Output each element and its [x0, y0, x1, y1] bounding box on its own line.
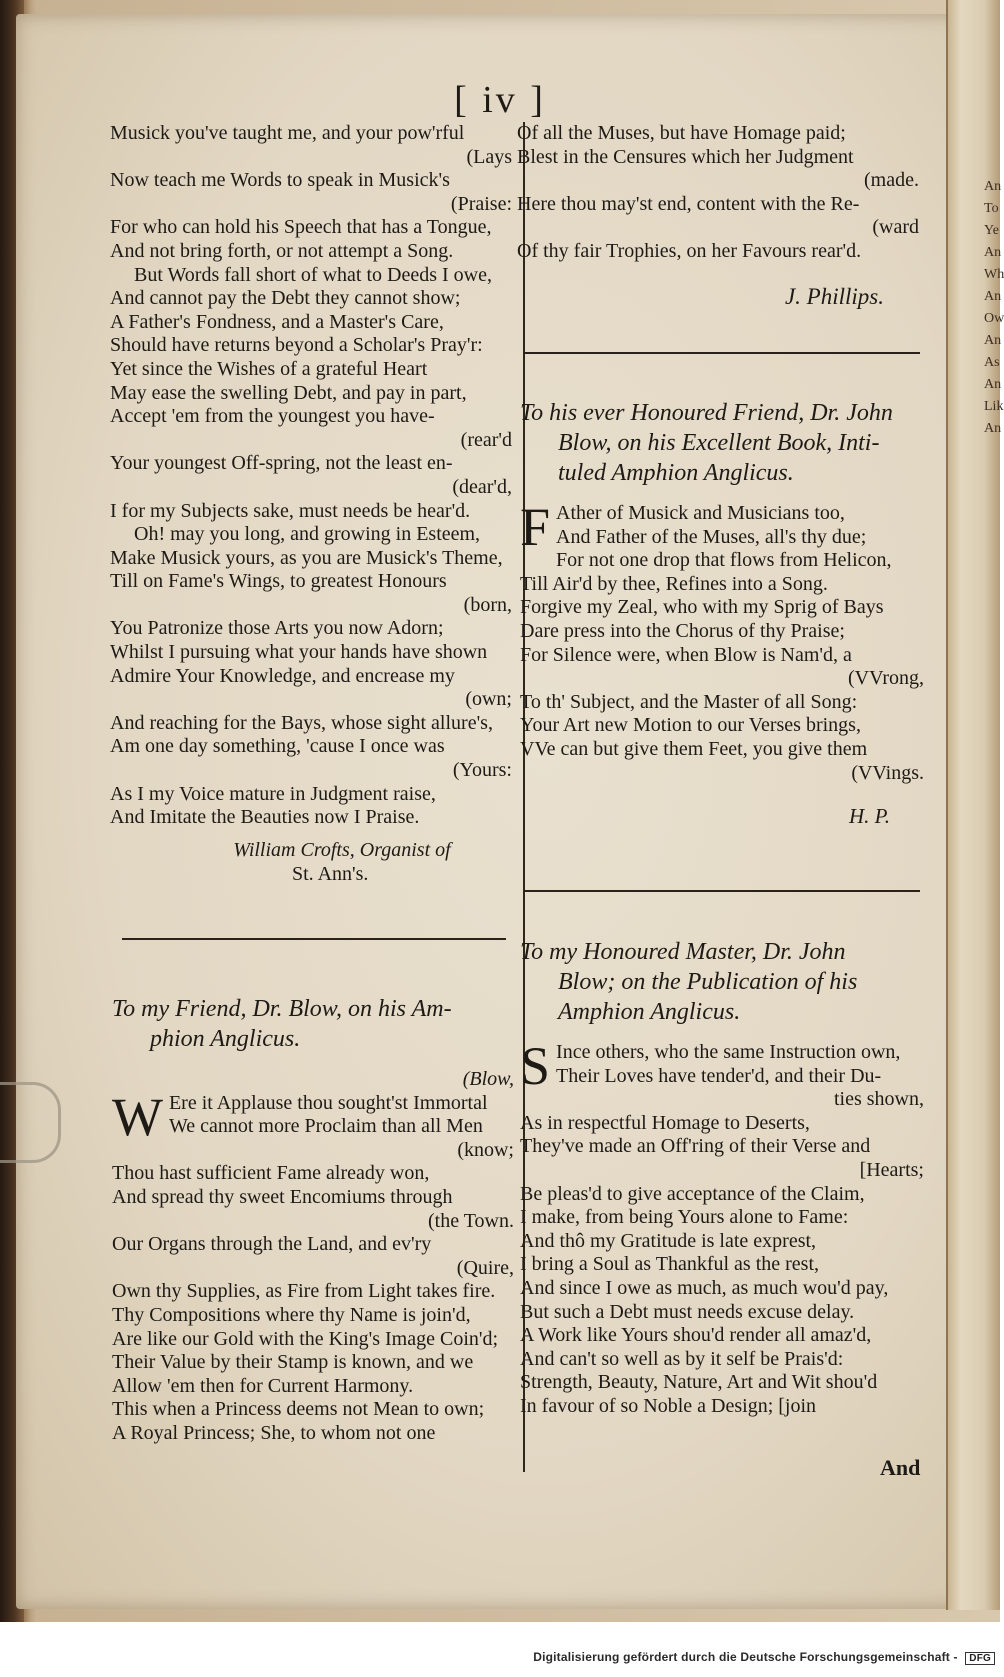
verse-line: Their Value by their Stamp is known, and we — [112, 1351, 474, 1374]
drop-cap: S — [520, 1036, 551, 1096]
verse-line: I for my Subjects sake, must needs be hear'd. — [110, 499, 471, 522]
section-rule — [524, 352, 920, 354]
verse-line: This when a Princess deems not Mean to own; — [112, 1398, 485, 1421]
verse-line: ties shown, — [834, 1088, 924, 1111]
poem-heading: Blow; on the Publication of his — [558, 969, 858, 995]
signature-crofts — [172, 838, 512, 886]
verse-line: Dare press into the Chorus of thy Praise; — [520, 619, 845, 642]
facing-page-fragment: An — [984, 179, 1002, 194]
facing-page-fragment: An — [984, 289, 1002, 304]
verse-line: As in respectful Homage to Deserts, — [520, 1111, 810, 1134]
verse-line: Ather of Musick and Musicians too, — [556, 502, 845, 524]
verse-line: And thô my Gratitude is late exprest, — [520, 1229, 817, 1252]
footer-text: Digitalisierung gefördert durch die Deutsche Forschungsgemeinschaft - — [533, 1650, 958, 1664]
verse-line: (Quire, — [456, 1256, 514, 1279]
signature-phillips — [520, 284, 920, 310]
verse-line: We cannot more Proclaim than all Men — [168, 1115, 483, 1138]
right-column — [517, 122, 925, 264]
facing-page-fragment: Ow — [984, 311, 1004, 326]
verse-line: And not bring forth, or not attempt a Song. — [110, 239, 454, 262]
poem-heading: Blow, on his Excellent Book, Inti- — [558, 430, 880, 456]
verse-line: Own thy Supplies, as Fire from Light takes fire. — [112, 1280, 496, 1303]
verse-line: And reaching for the Bays, whose sight allure's, — [110, 711, 493, 734]
signature-phillips-text: J. Phillips. — [784, 284, 884, 309]
verse-line: For who can hold his Speech that has a Tongue, — [110, 216, 492, 239]
verse-line: [Hearts; — [859, 1158, 924, 1181]
verse-line: And spread thy sweet Encomiums through — [112, 1185, 453, 1208]
signature-crofts-line2: St. Ann's. — [292, 863, 369, 885]
drop-cap: F — [520, 497, 551, 557]
verse-line: Thou hast sufficient Fame already won, — [112, 1162, 430, 1185]
dfg-logo: DFG — [965, 1652, 995, 1665]
verse-line: For not one drop that flows from Helicon, — [556, 549, 892, 572]
verse-line: Till on Fame's Wings, to greatest Honours — [110, 570, 447, 593]
poem-heading: To my Friend, Dr. Blow, on his Am- — [112, 996, 452, 1022]
verse-line: Till Air'd by thee, Refines into a Song. — [520, 572, 828, 595]
verse-line: Admire Your Knowledge, and encrease my — [110, 664, 455, 687]
section-rule — [524, 890, 920, 892]
facing-page-fragment: An — [984, 377, 1002, 392]
verse-line: Yet since the Wishes of a grateful Heart — [110, 357, 428, 380]
verse-line: Your youngest Off-spring, not the least en- — [110, 452, 453, 475]
page-number: [ iv ] — [454, 79, 546, 121]
verse-line: And Father of the Muses, all's thy due; — [556, 525, 867, 548]
verse-line: Their Loves have tender'd, and their Du- — [556, 1064, 882, 1087]
poem-heading: To my Honoured Master, Dr. John — [520, 939, 846, 965]
verse-line: Here thou may'st end, content with the Re- — [517, 192, 860, 215]
catchword: And — [880, 1455, 921, 1480]
verse-line: And Imitate the Beauties now I Praise. — [110, 806, 420, 829]
verse-line: May ease the swelling Debt, and pay in part, — [110, 381, 467, 404]
facing-page-fragment: As — [984, 355, 1000, 370]
verse-line: Our Organs through the Land, and ev'ry — [112, 1233, 432, 1256]
facing-page-fragment: An — [984, 333, 1002, 348]
facing-page-fragment: An — [984, 421, 1002, 436]
verse-line: Of thy fair Trophies, on her Favours rear'd. — [517, 239, 862, 262]
verse-line: Accept 'em from the youngest you have- — [110, 405, 435, 428]
verse-line: (ward — [872, 216, 919, 239]
verse-line: Musick you've taught me, and your pow'rful — [110, 122, 465, 144]
verse-line: Should have returns beyond a Scholar's Pray'r: — [110, 334, 483, 357]
drop-cap: W — [112, 1086, 163, 1147]
section-rule — [122, 938, 506, 940]
verse-line: Ere it Applause thou sought'st Immortal — [168, 1091, 488, 1114]
verse-line: (own; — [465, 688, 512, 711]
verse-line: Whilst I pursuing what your hands have shown — [110, 641, 488, 664]
verse-line: Thy Compositions where thy Name is join'd, — [112, 1303, 471, 1326]
verse-line: As I my Voice mature in Judgment raise, — [110, 782, 436, 805]
verse-line: And cannot pay the Debt they cannot show; — [110, 287, 461, 310]
verse-line: A Father's Fondness, and a Master's Care, — [110, 310, 444, 333]
signature-crofts-line1: William Crofts, Organist of — [233, 839, 451, 861]
facing-page-fragment: To — [984, 201, 999, 216]
poem-to-my-friend — [112, 994, 520, 1446]
poem-heading: To his ever Honoured Friend, Dr. John — [520, 400, 893, 426]
verse-line: (Lays — [466, 145, 512, 168]
poem-to-his-ever-honoured-friend — [520, 398, 930, 829]
verse-line: Are like our Gold with the King's Image Coin'd; — [112, 1327, 499, 1350]
verse-line: (the Town. — [428, 1209, 514, 1232]
verse-line: Ince others, who the same Instruction own, — [556, 1041, 901, 1063]
verse-line: And since I owe as much, as much wou'd pay, — [520, 1276, 889, 1299]
verse-line: Of all the Muses, but have Homage paid; — [517, 122, 846, 144]
verse-line: Be pleas'd to give acceptance of the Claim, — [520, 1182, 865, 1205]
verse-line: VVe can but give them Feet, you give them — [520, 737, 868, 760]
verse-line: Am one day something, 'cause I once was — [110, 735, 445, 758]
verse-line: A Work like Yours shou'd render all amaz'd, — [520, 1324, 872, 1347]
signature-hp: H. P. — [848, 804, 890, 829]
poem-heading: phion Anglicus. — [150, 1026, 301, 1052]
verse-line: A Royal Princess; She, to whom not one — [112, 1421, 436, 1444]
verse-line: They've made an Off'ring of their Verse and — [520, 1135, 871, 1158]
verse-line: Your Art new Motion to our Verses brings, — [520, 714, 861, 737]
verse-line: Forgive my Zeal, who with my Sprig of Bays — [520, 596, 884, 619]
verse-line: I make, from being Yours alone to Fame: — [520, 1206, 849, 1229]
verse-line: (Yours: — [452, 759, 512, 782]
verse-line: Blest in the Censures which her Judgment — [517, 145, 854, 168]
verse-line: And can't so well as by it self be Prais'd: — [520, 1347, 844, 1370]
verse-line: (rear'd — [460, 428, 512, 451]
verse-line: Make Musick yours, as you are Musick's Theme, — [110, 546, 503, 569]
poem-to-my-honoured-master — [520, 937, 930, 1419]
verse-line: (VVrong, — [847, 667, 924, 690]
verse-line: (dear'd, — [452, 475, 512, 498]
verse-line: (Praise: — [450, 192, 512, 215]
verse-line: (VVings. — [851, 761, 924, 784]
footer-credit — [0, 1650, 995, 1665]
verse-line: (born, — [463, 593, 512, 616]
facing-page-fragment: Lik — [984, 399, 1004, 414]
facing-page-fragment: Ye — [984, 223, 999, 238]
poem-heading: Amphion Anglicus. — [558, 999, 741, 1025]
left-column — [110, 122, 518, 830]
verse-line: (made. — [864, 169, 919, 192]
verse-line: But such a Debt must needs excuse delay. — [520, 1300, 855, 1323]
verse-line: (know; — [457, 1138, 514, 1161]
verse-line: I bring a Soul as Thankful as the rest, — [520, 1253, 820, 1276]
facing-page-fragment: Wh — [984, 267, 1004, 282]
verse-line: Now teach me Words to speak in Musick's — [110, 169, 450, 192]
verse-line: But Words fall short of what to Deeds I owe, — [134, 263, 492, 286]
verse-line: For Silence were, when Blow is Nam'd, a — [520, 643, 852, 666]
page-clip — [0, 1082, 61, 1163]
verse-line: Strength, Beauty, Nature, Art and Wit shou'd — [520, 1371, 878, 1394]
verse-line: In favour of so Noble a Design; [join — [520, 1394, 817, 1417]
verse-line: To th' Subject, and the Master of all Song: — [520, 690, 858, 713]
verse-line: Allow 'em then for Current Harmony. — [112, 1374, 414, 1397]
poem-heading: tuled Amphion Anglicus. — [558, 460, 794, 486]
facing-page-fragment: An — [984, 245, 1002, 260]
facing-page-fragments — [984, 179, 1004, 444]
verse-line: You Patronize those Arts you now Adorn; — [110, 617, 444, 640]
verse-line: (Blow, — [462, 1068, 514, 1090]
verse-line: Oh! may you long, and growing in Esteem, — [134, 523, 481, 546]
